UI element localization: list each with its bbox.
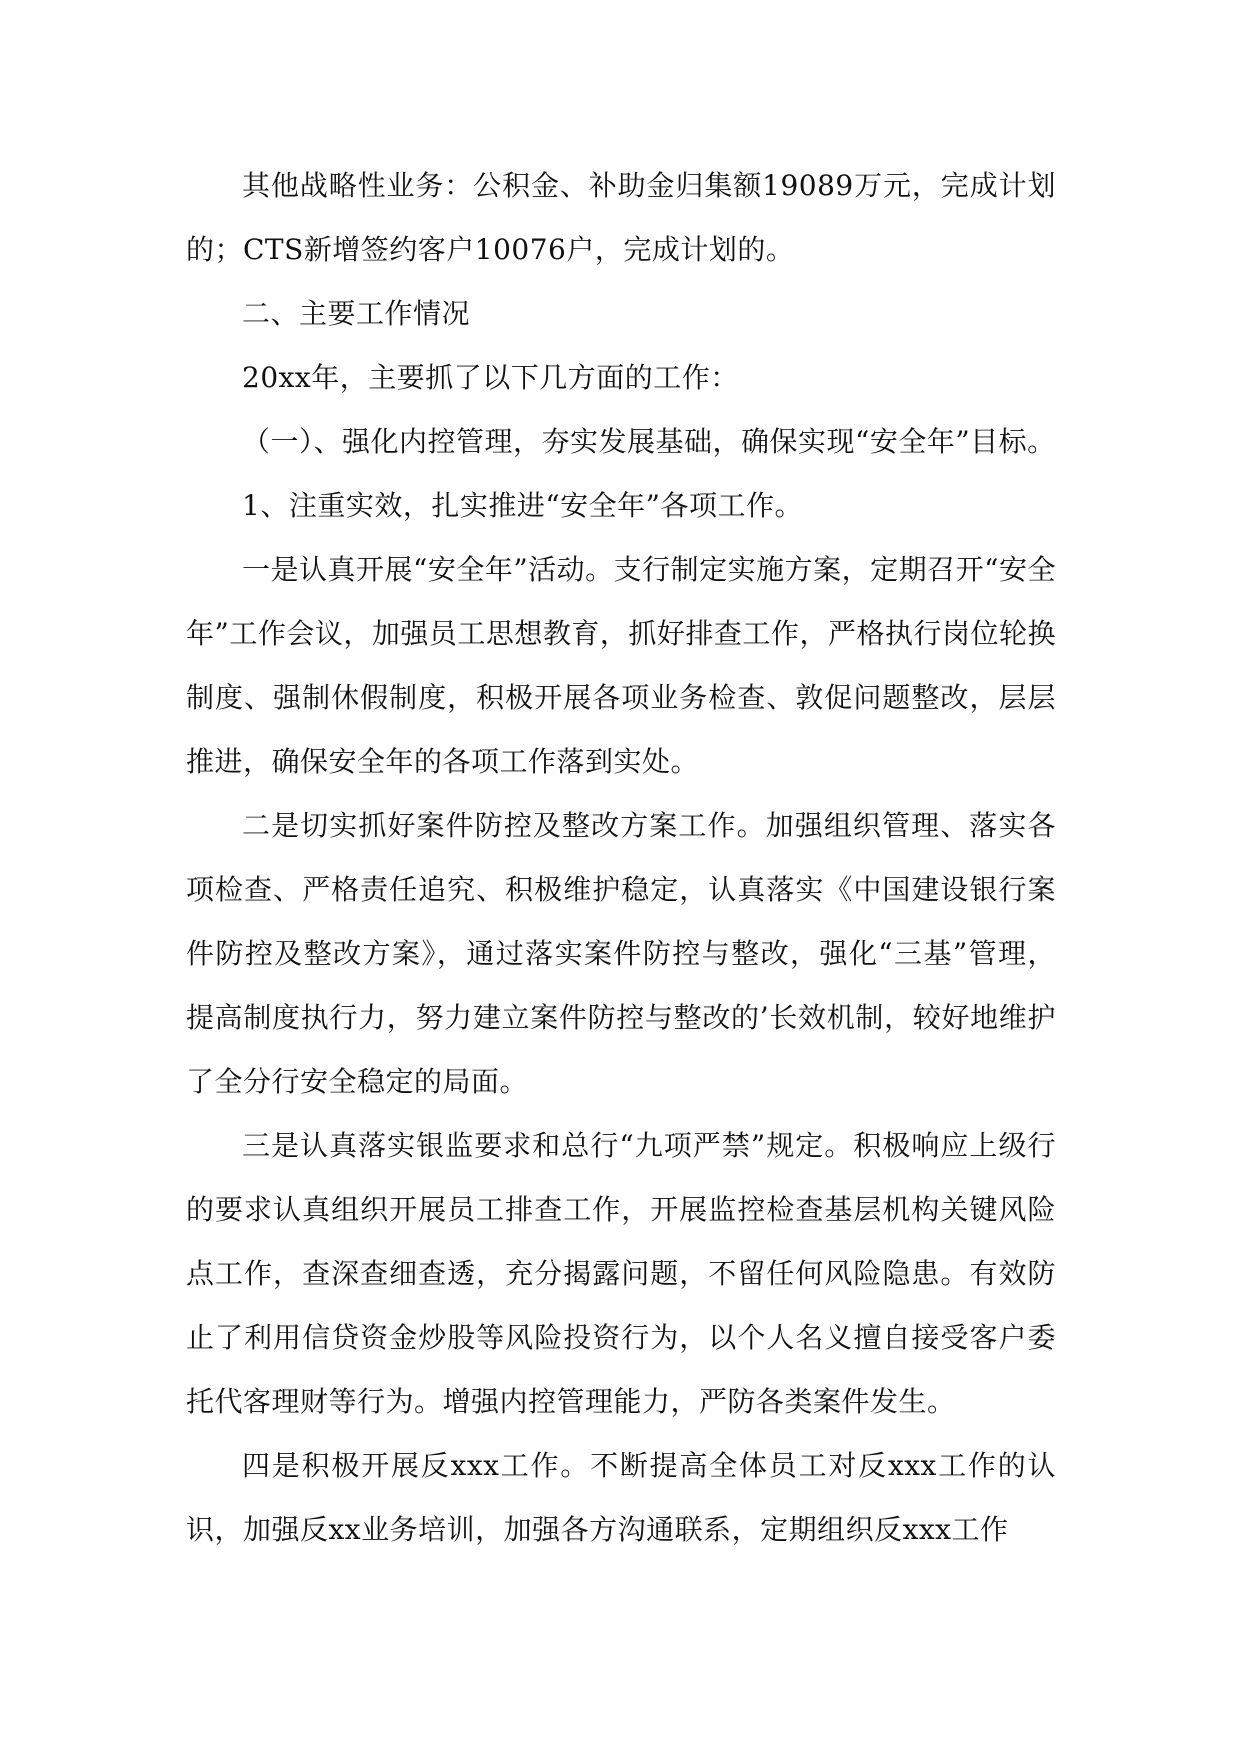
subsection-heading-internal-control: （一）、强化内控管理，夯实发展基础，确保实现“安全年”目标。 — [242, 425, 1056, 458]
paragraph-strategic-business: 其他战略性业务：公积金、补助金归集额19089万元，完成计划的；CTS新增签约客户10076户，完成计划的。 — [186, 169, 1056, 266]
paragraph-point-four: 四是积极开展反xxx工作。不断提高全体员工对反xxx工作的认识，加强反xx业务培训，加强各方沟通联系，定期组织反xxx工作 — [186, 1449, 1056, 1546]
document-body — [186, 154, 1056, 1562]
paragraph-point-three: 三是认真落实银监要求和总行“九项严禁”规定。积极响应上级行的要求认真组织开展员工排查工作，开展监控检查基层机构关键风险点工作，查深查细查透，充分揭露问题，不留任何风险隐患。有效防止了利用信贷资金炒股等风险投资行为，以个人名义擅自接受客户委托代客理财等行为。增强内控管理能力，严防各类案件发生。 — [186, 1129, 1056, 1418]
item-heading-safety-year: 1、注重实效，扎实推进“安全年”各项工作。 — [242, 489, 803, 522]
section-heading-main-work: 二、主要工作情况 — [242, 297, 471, 330]
paragraph-point-one: 一是认真开展“安全年”活动。支行制定实施方案，定期召开“安全年”工作会议，加强员工思想教育，抓好排查工作，严格执行岗位轮换制度、强制休假制度，积极开展各项业务检查、敦促问题整改，层层推进，确保安全年的各项工作落到实处。 — [186, 553, 1056, 778]
paragraph-work-intro: 20xx年，主要抓了以下几方面的工作： — [242, 361, 739, 394]
paragraph-point-two: 二是切实抓好案件防控及整改方案工作。加强组织管理、落实各项检查、严格责任追究、积极维护稳定，认真落实《中国建设银行案件防控及整改方案》，通过落实案件防控与整改，强化“三基”管理，提高制度执行力，努力建立案件防控与整改的’长效机制，较好地维护了全分行安全稳定的局面。 — [186, 809, 1056, 1098]
